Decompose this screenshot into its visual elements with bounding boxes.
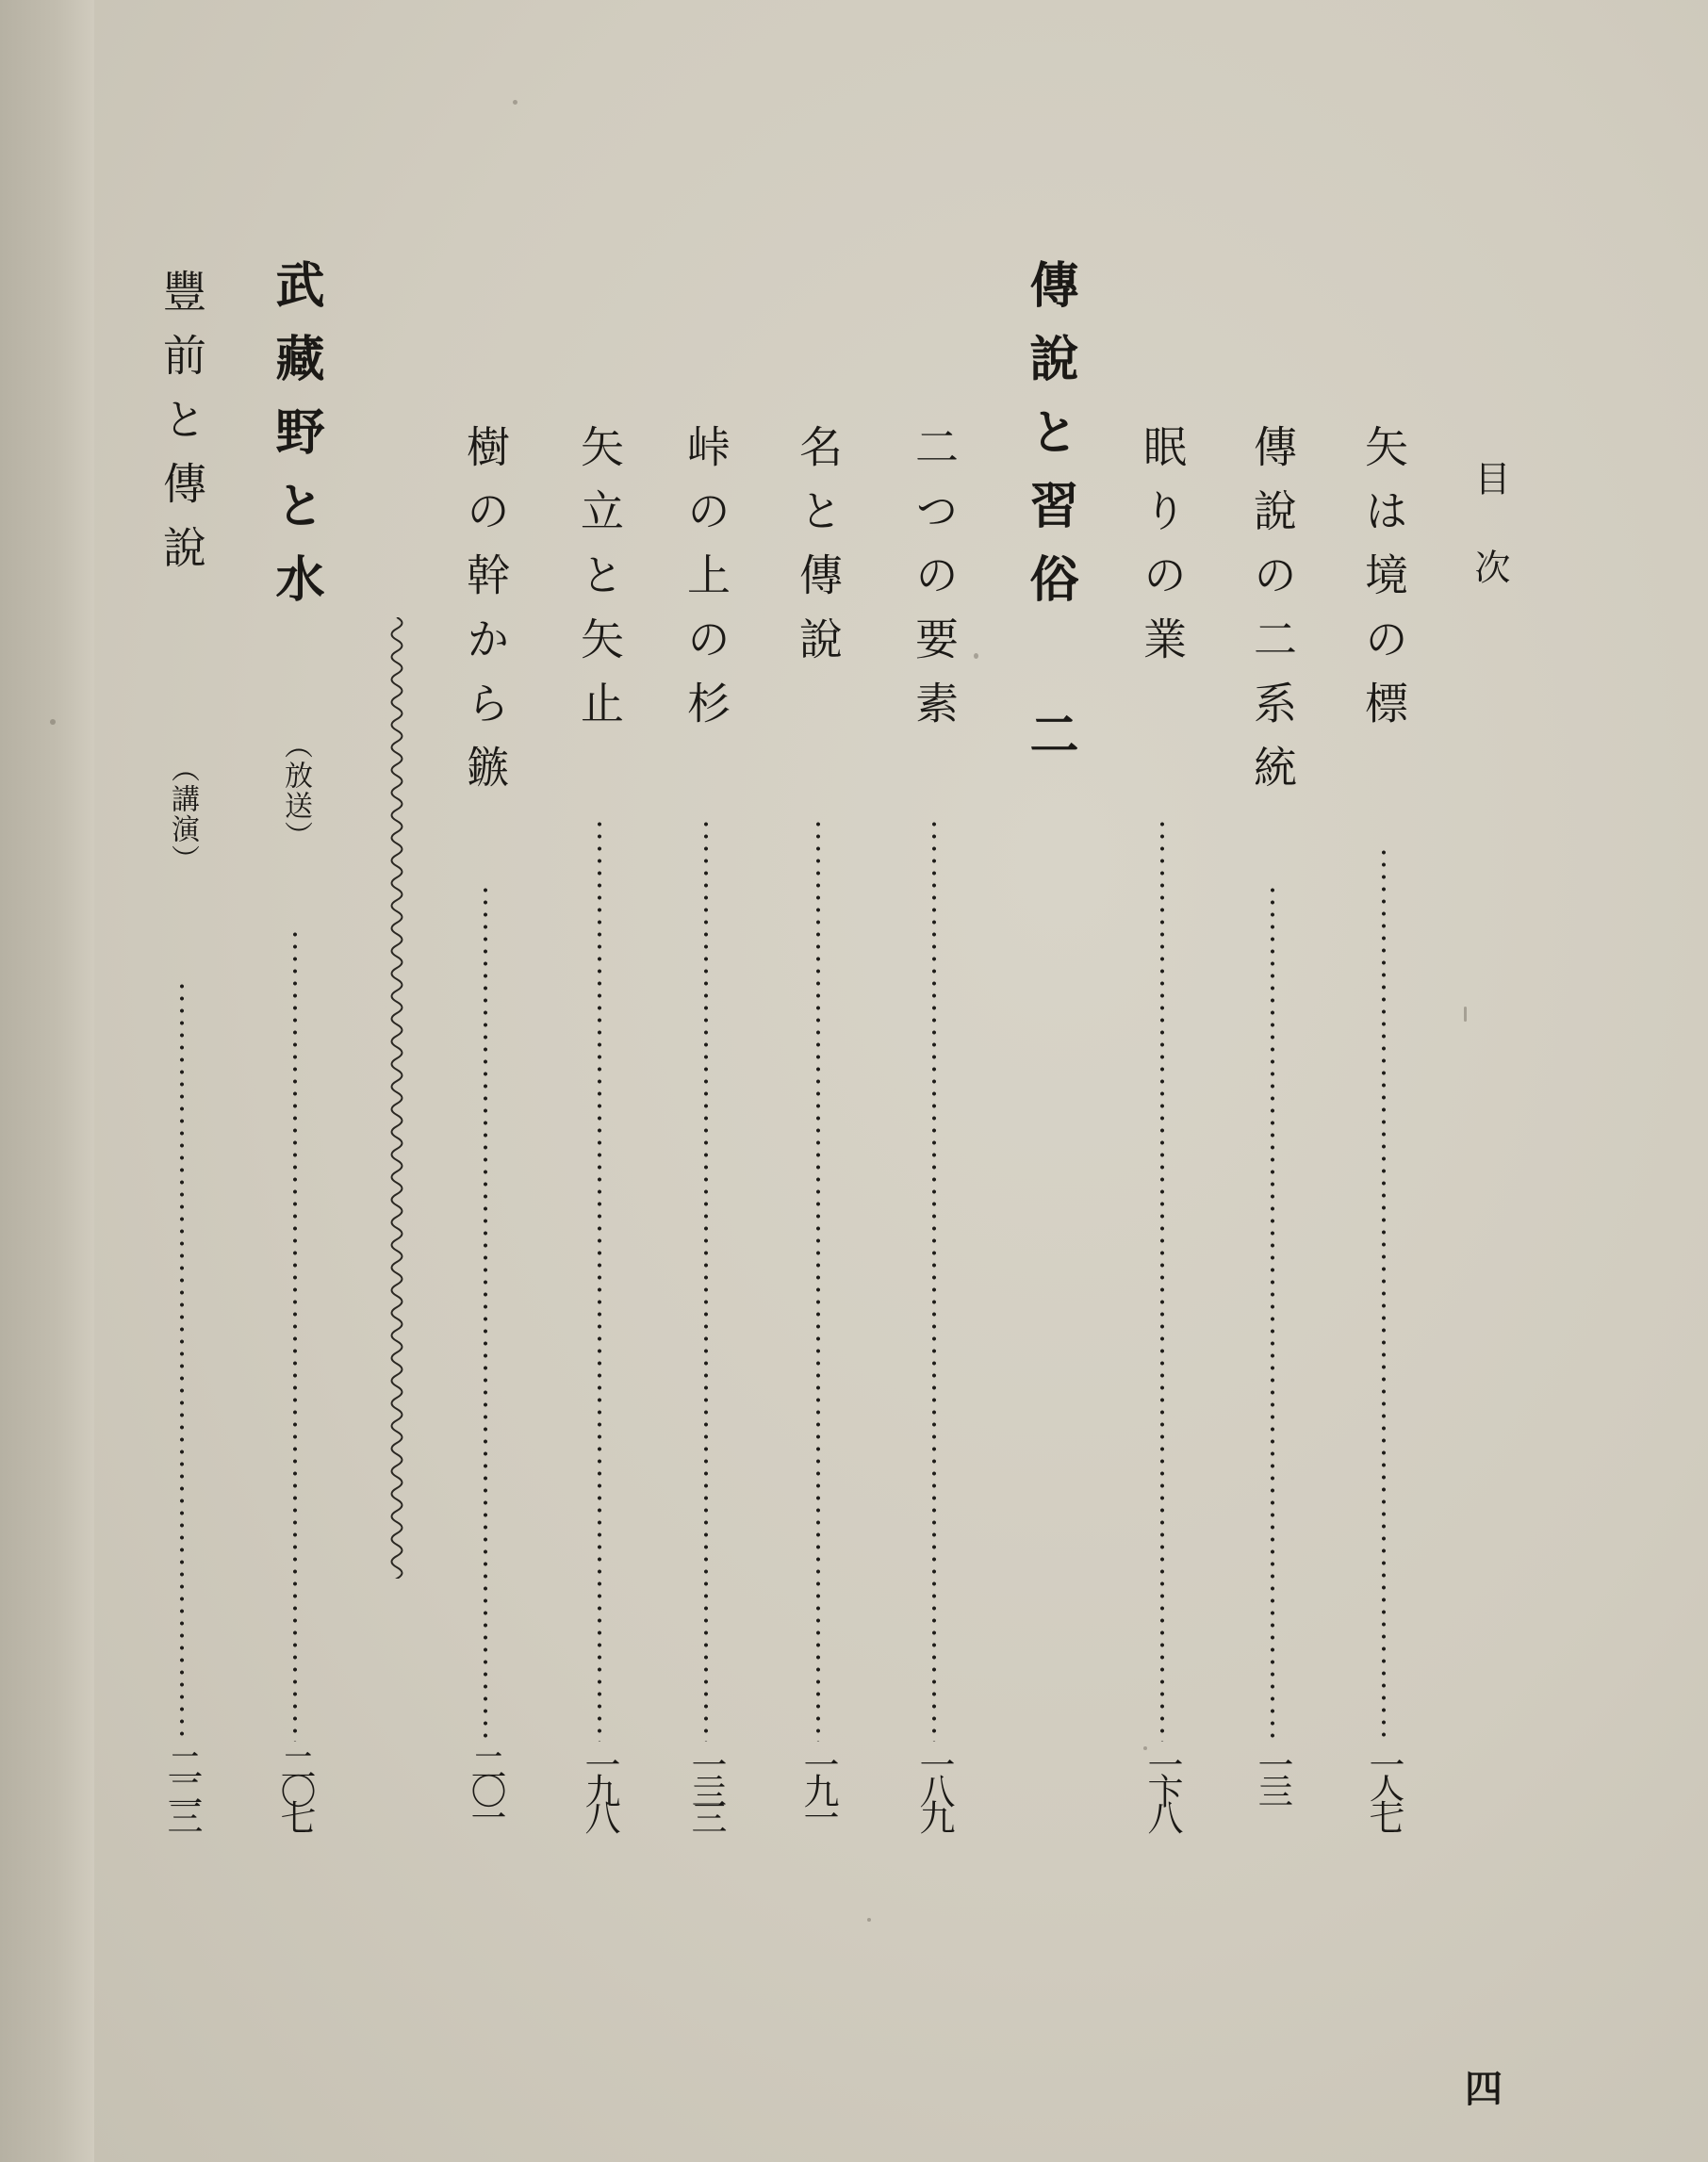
toc-header: 目次: [1469, 460, 1510, 637]
paper-speck: [974, 653, 978, 659]
entry-title: 名と傳說: [793, 424, 844, 680]
dot-leader: [931, 818, 937, 1742]
page-number: 一亼七: [1363, 1746, 1404, 1826]
entry-note: （講演）: [166, 754, 199, 875]
entry-title: 矢立と矢止: [574, 424, 625, 745]
entry-title: 武藏野と水: [267, 259, 324, 627]
toc-entry[interactable]: [678, 0, 734, 2162]
dot-leader: [1270, 884, 1275, 1742]
entry-title: 傳說の二系統: [1247, 424, 1298, 809]
toc-entry[interactable]: [906, 0, 962, 2162]
entry-title: 矢は境の標: [1358, 424, 1409, 745]
dot-leader: [292, 928, 298, 1742]
page-number: 二〇一: [465, 1746, 506, 1826]
toc-entry[interactable]: [457, 0, 514, 2162]
entry-title: 峠の上の杉: [681, 424, 731, 745]
entry-title: 豐前と傳說: [156, 269, 207, 589]
toc-entry[interactable]: [1355, 0, 1412, 2162]
paper-speck: [1464, 1007, 1467, 1022]
page-number: 一卞八: [1141, 1746, 1183, 1826]
entry-note: （放送）: [279, 730, 312, 851]
dot-leader: [703, 818, 709, 1742]
toc-entry[interactable]: [1244, 0, 1301, 2162]
entry-title: 二つの要素: [909, 424, 960, 745]
toc-entry[interactable]: [790, 0, 846, 2162]
page-paper: [94, 0, 1708, 2162]
page-number: 二二三: [161, 1746, 203, 1826]
page-number: 一九八: [579, 1746, 620, 1826]
page-number: 一亖三: [685, 1746, 727, 1826]
paper-speck: [50, 719, 56, 725]
page-folio: 四: [1465, 2067, 1503, 2111]
dot-leader: [597, 818, 602, 1742]
dot-leader: [1381, 846, 1387, 1742]
paper-speck: [867, 1918, 871, 1922]
section-title: 傳說と習俗 二: [1021, 259, 1078, 782]
entry-title: 眠りの業: [1137, 424, 1188, 680]
section-heading: [1021, 0, 1077, 2162]
page-number: 一八九: [913, 1746, 955, 1826]
entry-title: 樹の幹から鏃: [460, 424, 511, 809]
page-number: 一亖: [1252, 1746, 1293, 1799]
page-number: 二〇七: [274, 1746, 316, 1826]
toc-entry[interactable]: [1134, 0, 1191, 2162]
dot-leader: [483, 884, 488, 1742]
dot-leader: [815, 818, 821, 1742]
dot-leader: [179, 980, 185, 1742]
page-number: 一九一: [797, 1746, 839, 1826]
toc-entry[interactable]: [571, 0, 628, 2162]
wavy-divider: [385, 617, 409, 1579]
toc-entry[interactable]: [267, 0, 323, 2162]
dot-leader: [1159, 818, 1165, 1742]
book-spine-shadow: [0, 0, 104, 2162]
toc-entry[interactable]: [154, 0, 210, 2162]
